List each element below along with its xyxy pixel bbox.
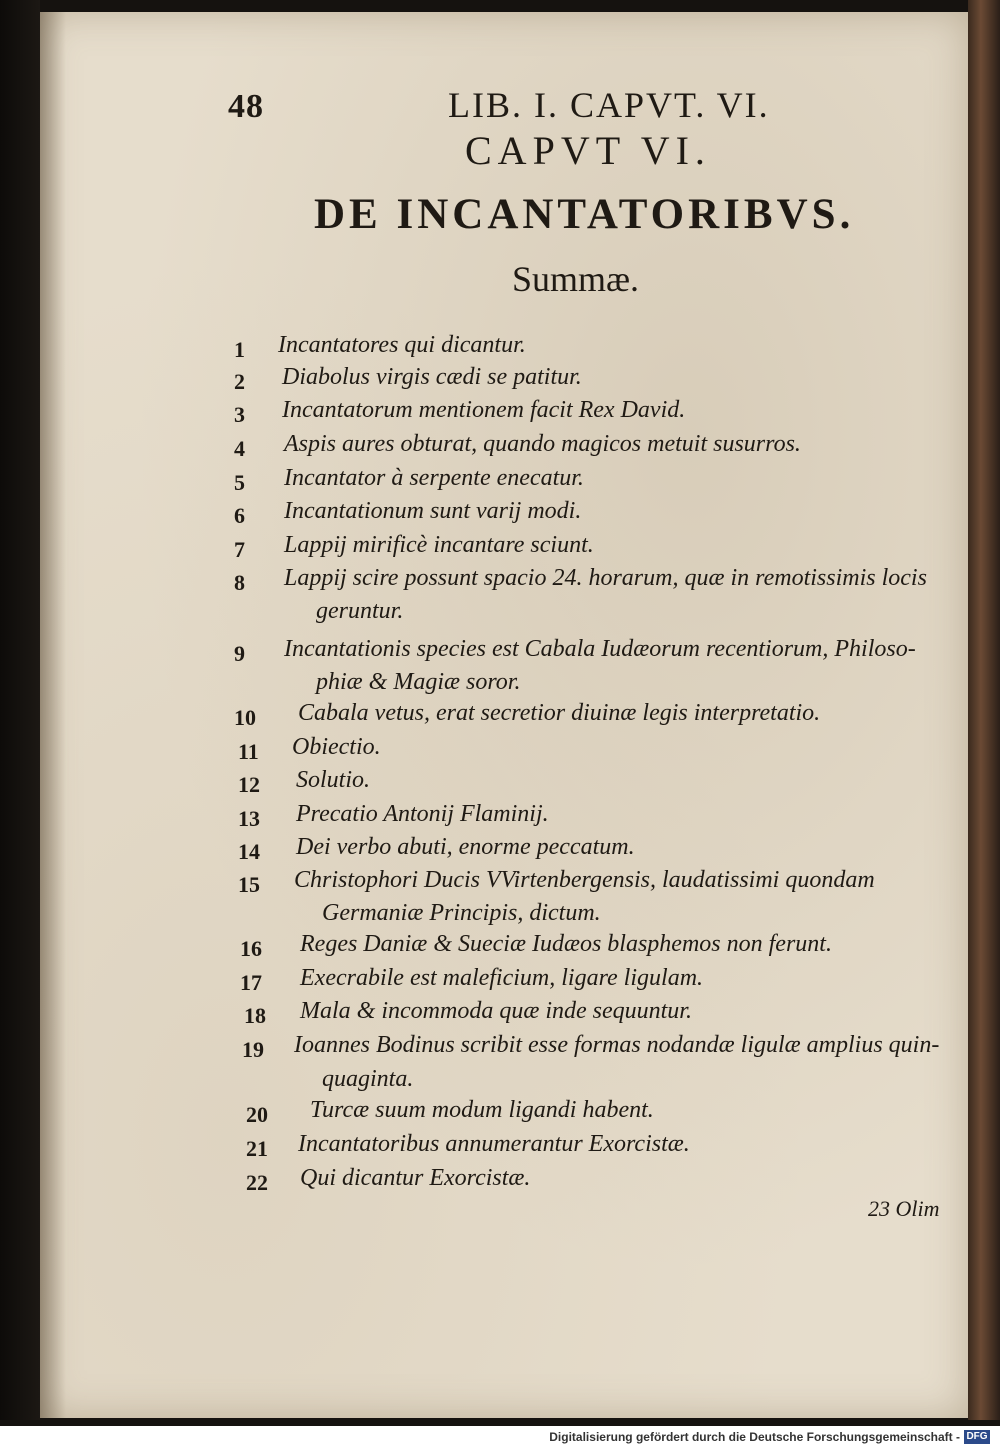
list-item-continuation: geruntur. [316,598,404,624]
entry-number: 10 [234,705,256,730]
entry-number: 17 [240,970,262,995]
list-item: Obiectio. [292,734,381,760]
list-item: Execrabile est maleficium, ligare ligulam. [300,965,704,991]
list-item: Incantationis species est Cabala Iudæorum recentiorum, Philoso- [284,636,916,662]
list-item: Mala & incommoda quæ inde sequuntur. [300,998,692,1024]
entry-number: 13 [238,806,260,831]
entry-number: 15 [238,872,260,897]
entry-number: 2 [234,369,245,394]
entry-number: 22 [246,1170,268,1195]
chapter-subtitle: DE INCANTATORIBVS. [314,191,855,238]
list-item: Christophori Ducis VVirtenbergensis, laudatissimi quondam [294,867,875,893]
running-head: LIB. I. CAPVT. VI. [448,85,770,125]
list-item: Incantationum sunt varij modi. [284,498,582,524]
entry-number: 14 [238,839,260,864]
entry-number: 16 [240,936,262,961]
catchword: 23 Olim [868,1196,940,1221]
entry-number: 5 [234,470,245,495]
list-item: Incantatoribus annumerantur Exorcistæ. [298,1131,690,1157]
list-item: Incantator à serpente enecatur. [284,465,584,491]
list-item-continuation: Germaniæ Principis, dictum. [322,900,601,926]
entry-number: 20 [246,1102,268,1127]
list-item: Ioannes Bodinus scribit esse formas nodandæ ligulæ amplius quin- [294,1032,940,1058]
list-item: Lappij scire possunt spacio 24. horarum, quæ in remotissimis locis [284,565,927,591]
list-item-continuation: phiæ & Magiæ soror. [316,669,521,695]
entry-number: 4 [234,436,245,461]
list-item: Reges Daniæ & Sueciæ Iudæos blasphemos non ferunt. [300,931,832,957]
list-item-continuation: quaginta. [322,1066,414,1092]
list-item: Precatio Antonij Flaminij. [296,801,549,827]
left-scan-edge [0,0,40,1420]
list-item: Qui dicantur Exorcistæ. [300,1165,531,1191]
entry-number: 3 [234,402,245,427]
list-item: Solutio. [296,767,371,793]
list-item: Incantatorum mentionem facit Rex David. [282,397,686,423]
entry-number: 12 [238,772,260,797]
footer-credit: Digitalisierung gefördert durch die Deutsche Forschungsgemeinschaft - [549,1430,960,1444]
entry-number: 7 [234,537,245,562]
entry-number: 19 [242,1037,264,1062]
spine-shadow [40,12,66,1418]
list-item: Aspis aures obturat, quando magicos metuit susurros. [284,431,801,457]
list-item: Diabolus virgis cædi se patitur. [282,364,582,390]
chapter-title: CAPVT VI. [465,128,711,173]
list-item: Cabala vetus, erat secretior diuinæ legis interpretatio. [298,700,821,726]
dfg-logo-icon: DFG [964,1430,990,1444]
summae-heading: Summæ. [512,259,640,299]
entry-number: 18 [244,1003,266,1028]
list-item: Lappij mirificè incantare sciunt. [284,532,594,558]
entry-number: 21 [246,1136,268,1161]
entry-number: 6 [234,503,245,528]
entry-number: 9 [234,641,245,666]
page-number: 48 [228,88,264,125]
entry-number: 11 [238,739,259,764]
list-item: Dei verbo abuti, enorme peccatum. [296,834,635,860]
list-item: Turcæ suum modum ligandi habent. [310,1097,654,1123]
list-item: Incantatores qui dicantur. [278,332,526,358]
entry-number: 1 [234,337,245,362]
entry-number: 8 [234,570,245,595]
book-cover-edge [968,0,1000,1420]
